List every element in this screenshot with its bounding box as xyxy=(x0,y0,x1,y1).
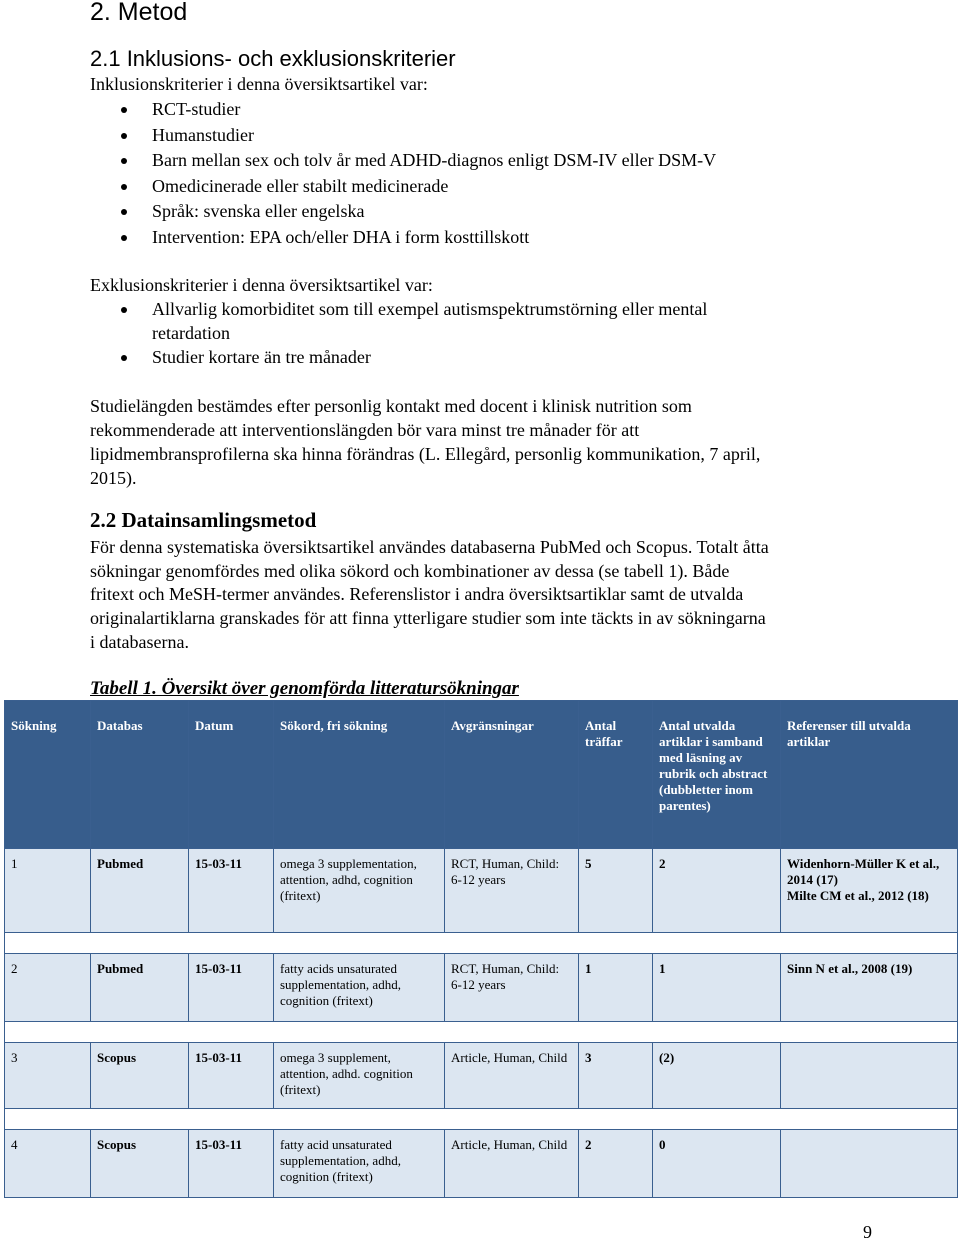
table-cell: 15-03-11 xyxy=(189,954,274,1022)
header-cell: Avgränsningar xyxy=(445,701,579,849)
header-cell: Referenser till utvalda artiklar xyxy=(781,701,958,849)
page-heading: 2. Metod xyxy=(90,0,188,26)
table-cell: 0 xyxy=(653,1130,781,1198)
table-cell: 3 xyxy=(579,1043,653,1109)
reference-entry: Milte CM et al., 2012 (18) xyxy=(787,888,929,903)
paragraph-line: originalartiklarna granskades för att finna ytterligare studier som inte täckts in av sökningarna xyxy=(90,608,766,628)
inclusion-intro: Inklusionskriterier i denna översiktsartikel var: xyxy=(90,74,428,94)
table-cell: (2) xyxy=(653,1043,781,1109)
table-cell xyxy=(781,1130,958,1198)
table-cell: 1 xyxy=(579,954,653,1022)
table-cell: omega 3 supplement, attention, adhd. cognition (fritext) xyxy=(274,1043,445,1109)
paragraph-line: Studielängden bestämdes efter personlig kontakt med docent i klinisk nutrition som xyxy=(90,396,692,416)
table-cell: 3 xyxy=(5,1043,91,1109)
paragraph-line: För denna systematiska översiktsartikel användes databaserna PubMed och Scopus. Totalt åtta xyxy=(90,537,769,557)
table-cell: 2 xyxy=(653,849,781,933)
table-cell: 1 xyxy=(5,849,91,933)
table-cell: Sinn N et al., 2008 (19) xyxy=(781,954,958,1022)
list-item: Omedicinerade eller stabilt medicinerade xyxy=(0,174,716,200)
section-title-data-collection: 2.2 Datainsamlingsmetod xyxy=(90,508,317,532)
list-item: Allvarlig komorbiditet som till exempel autismspektrumstörning eller mental xyxy=(0,297,707,323)
list-item: Studier kortare än tre månader xyxy=(0,345,371,371)
list-item: Intervention: EPA och/eller DHA i form kosttillskott xyxy=(0,225,716,251)
table-cell: Pubmed xyxy=(91,849,189,933)
exclusion-list xyxy=(0,297,707,323)
table-spacer xyxy=(5,933,958,954)
list-item: Språk: svenska eller engelska xyxy=(0,199,716,225)
list-item: Barn mellan sex och tolv år med ADHD-diagnos enligt DSM-IV eller DSM-V xyxy=(0,148,716,174)
table-cell: RCT, Human, Child: 6-12 years xyxy=(445,849,579,933)
table-spacer xyxy=(5,1109,958,1130)
table-cell: 4 xyxy=(5,1130,91,1198)
table-cell: 2 xyxy=(579,1130,653,1198)
table-cell xyxy=(781,1043,958,1109)
reference-entry: Widenhorn-Müller K et al., 2014 (17) xyxy=(787,856,940,887)
paragraph-line: 2015). xyxy=(90,468,137,488)
header-cell: Sökord, fri sökning xyxy=(274,701,445,849)
table-cell: 1 xyxy=(653,954,781,1022)
paragraph-line: sökningar genomfördes med olika sökord och kombinationer av dessa (se tabell 1). Både xyxy=(90,561,730,581)
table-cell: 15-03-11 xyxy=(189,1043,274,1109)
section-title-criteria: 2.1 Inklusions- och exklusionskriterier xyxy=(90,46,456,71)
page-number: 9 xyxy=(863,1222,872,1242)
table-header-row xyxy=(5,701,958,849)
table-cell: Article, Human, Child xyxy=(445,1043,579,1109)
paragraph-line: rekommenderade att interventionslängden bör vara minst tre månader för att xyxy=(90,420,640,440)
table-row xyxy=(5,1043,958,1109)
exclusion-list-2 xyxy=(0,345,371,371)
paragraph-line: fritext och MeSH-termer användes. Referenslistor i andra översiktsartiklar samt de utvalda xyxy=(90,584,744,604)
table-cell: omega 3 supplementation, attention, adhd, cognition (fritext) xyxy=(274,849,445,933)
header-cell: Antal träffar xyxy=(579,701,653,849)
table-cell: fatty acids unsaturated supplementation, adhd, cognition (fritext) xyxy=(274,954,445,1022)
table-cell: 15-03-11 xyxy=(189,1130,274,1198)
header-cell: Databas xyxy=(91,701,189,849)
list-item: RCT-studier xyxy=(0,97,716,123)
list-item-continuation: retardation xyxy=(152,323,230,343)
table-row xyxy=(5,954,958,1022)
paragraph-line: lipidmembransprofilerna ska hinna förändras (L. Ellegård, personlig kommunikation, 7 april, xyxy=(90,444,761,464)
table-cell: 2 xyxy=(5,954,91,1022)
literature-search-table xyxy=(4,700,958,1198)
table-cell: 5 xyxy=(579,849,653,933)
list-item: Humanstudier xyxy=(0,123,716,149)
exclusion-intro: Exklusionskriterier i denna översiktsartikel var: xyxy=(90,275,433,295)
table-cell: Article, Human, Child xyxy=(445,1130,579,1198)
header-cell: Sökning xyxy=(5,701,91,849)
table-cell: Scopus xyxy=(91,1130,189,1198)
paragraph-line: i databaserna. xyxy=(90,632,189,652)
table-spacer xyxy=(5,1022,958,1043)
table-cell xyxy=(781,849,958,933)
header-cell: Antal utvalda artiklar i samband med läsning av rubrik och abstract (dubbletter inom parentes) xyxy=(653,701,781,849)
table-cell: fatty acid unsaturated supplementation, adhd, cognition (fritext) xyxy=(274,1130,445,1198)
inclusion-list xyxy=(0,97,716,250)
table-cell: Scopus xyxy=(91,1043,189,1109)
header-cell: Datum xyxy=(189,701,274,849)
table-cell: RCT, Human, Child: 6-12 years xyxy=(445,954,579,1022)
table-cell: Pubmed xyxy=(91,954,189,1022)
table-caption: Tabell 1. Översikt över genomförda litteratursökningar xyxy=(90,678,519,699)
table-cell: 15-03-11 xyxy=(189,849,274,933)
table-row xyxy=(5,849,958,933)
table-row xyxy=(5,1130,958,1198)
